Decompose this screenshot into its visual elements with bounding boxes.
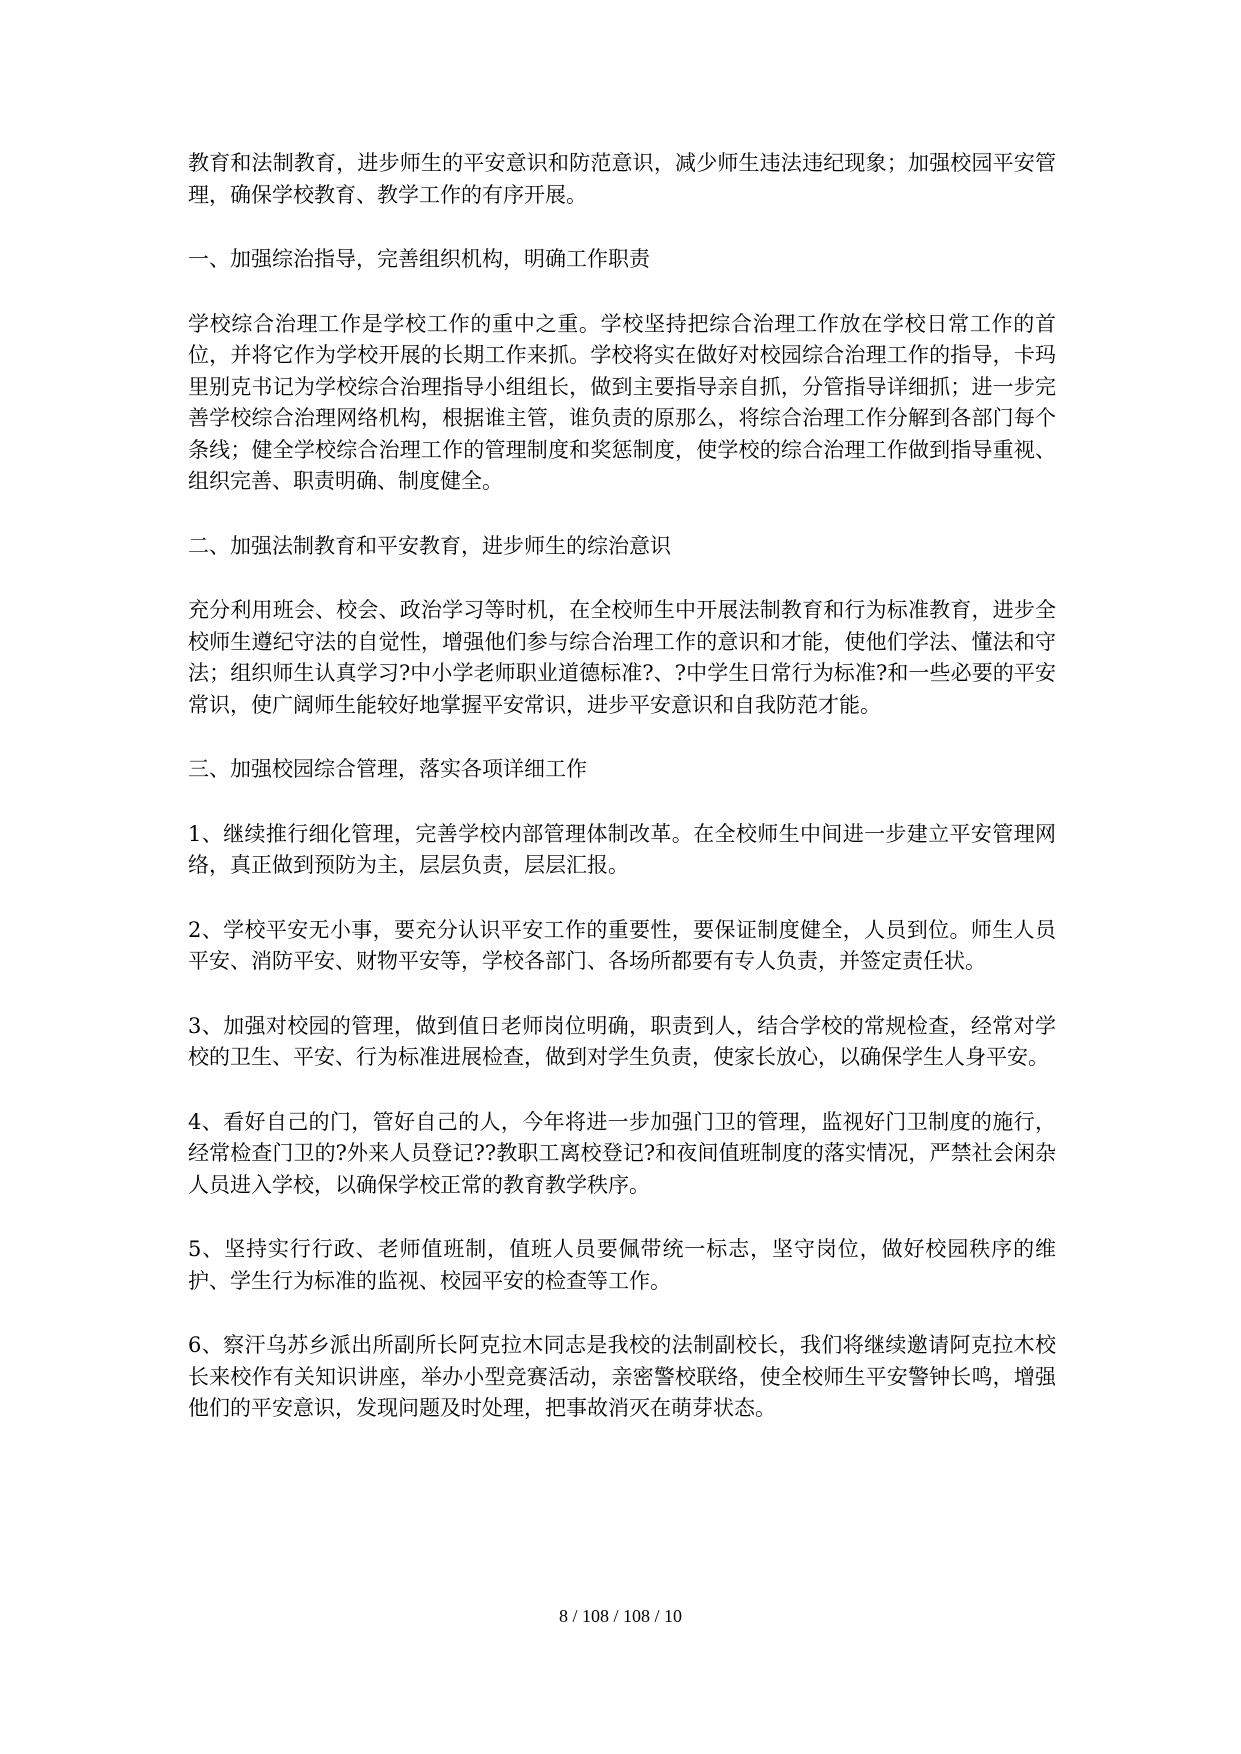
list-item-1: 1、继续推行细化管理，完善学校内部管理体制改革。在全校师生中间进一步建立平安管理网络，真正做到预防为主，层层负责，层层汇报。: [188, 821, 1056, 877]
list-item-6: 6、察汗乌苏乡派出所副所长阿克拉木同志是我校的法制副校长，我们将继续邀请阿克拉木校长来校作有关知识讲座，举办小型竞赛活动，亲密警校联络，使全校师生平安警钟长鸣，增强他们的平安意识，发现问题及时处理，把事故消灭在萌芽状态。: [188, 1333, 1056, 1420]
paragraph-section-2: 充分利用班会、校会、政治学习等时机，在全校师生中开展法制教育和行为标准教育，进步全校师生遵纪守法的自觉性，增强他们参与综合治理工作的意识和才能，使他们学法、懂法和守法；组织师生认真学习?中小学老师职业道德标准?、?中学生日常行为标准?和一些必要的平安常识，使广阔师生能较好地掌握平安常识，进步平安意识和自我防范才能。: [188, 598, 1056, 717]
page-number-footer: 8 / 108 / 108 / 10: [558, 1606, 682, 1626]
section-heading-1: 一、加强综治指导，完善组织机构，明确工作职责: [188, 247, 650, 271]
list-item-2: 2、学校平安无小事，要充分认识平安工作的重要性，要保证制度健全，人员到位。师生人员平安、消防平安、财物平安等，学校各部门、各场所都要有专人负责，并签定责任状。: [188, 917, 1056, 973]
list-item-3: 3、加强对校园的管理，做到值日老师岗位明确，职责到人，结合学校的常规检查，经常对学校的卫生、平安、行为标准进展检查，做到对学生负责，使家长放心，以确保学生人身平安。: [188, 1013, 1056, 1069]
list-item-4: 4、看好自己的门，管好自己的人，今年将进一步加强门卫的管理，监视好门卫制度的施行，经常检查门卫的?外来人员登记??教职工离校登记?和夜间值班制度的落实情况，严禁社会闲杂人员进入学校，以确保学校正常的教育教学秩序。: [188, 1109, 1056, 1197]
list-item-5: 5、坚持实行行政、老师值班制，值班人员要佩带统一标志，坚守岗位，做好校园秩序的维护、学生行为标准的监视、校园平安的检查等工作。: [188, 1237, 1056, 1293]
section-heading-2: 二、加强法制教育和平安教育，进步师生的综治意识: [188, 533, 671, 558]
document-body: [188, 148, 1056, 1425]
paragraph-intro-continuation: 教育和法制教育，进步师生的平安意识和防范意识，减少师生违法违纪现象；加强校园平安管理，确保学校教育、教学工作的有序开展。: [188, 151, 1056, 207]
paragraph-section-1: 学校综合治理工作是学校工作的重中之重。学校坚持把综合治理工作放在学校日常工作的首位，并将它作为学校开展的长期工作来抓。学校将实在做好对校园综合治理工作的指导，卡玛里别克书记为学校综合治理指导小组组长，做到主要指导亲自抓，分管指导详细抓；进一步完善学校综合治理网络机构，根据谁主管，谁负责的原那么，将综合治理工作分解到各部门每个条线；健全学校综合治理工作的管理制度和奖惩制度，使学校的综合治理工作做到指导重视、组织完善、职责明确、制度健全。: [188, 311, 1056, 493]
section-heading-3: 三、加强校园综合管理，落实各项详细工作: [188, 757, 587, 781]
